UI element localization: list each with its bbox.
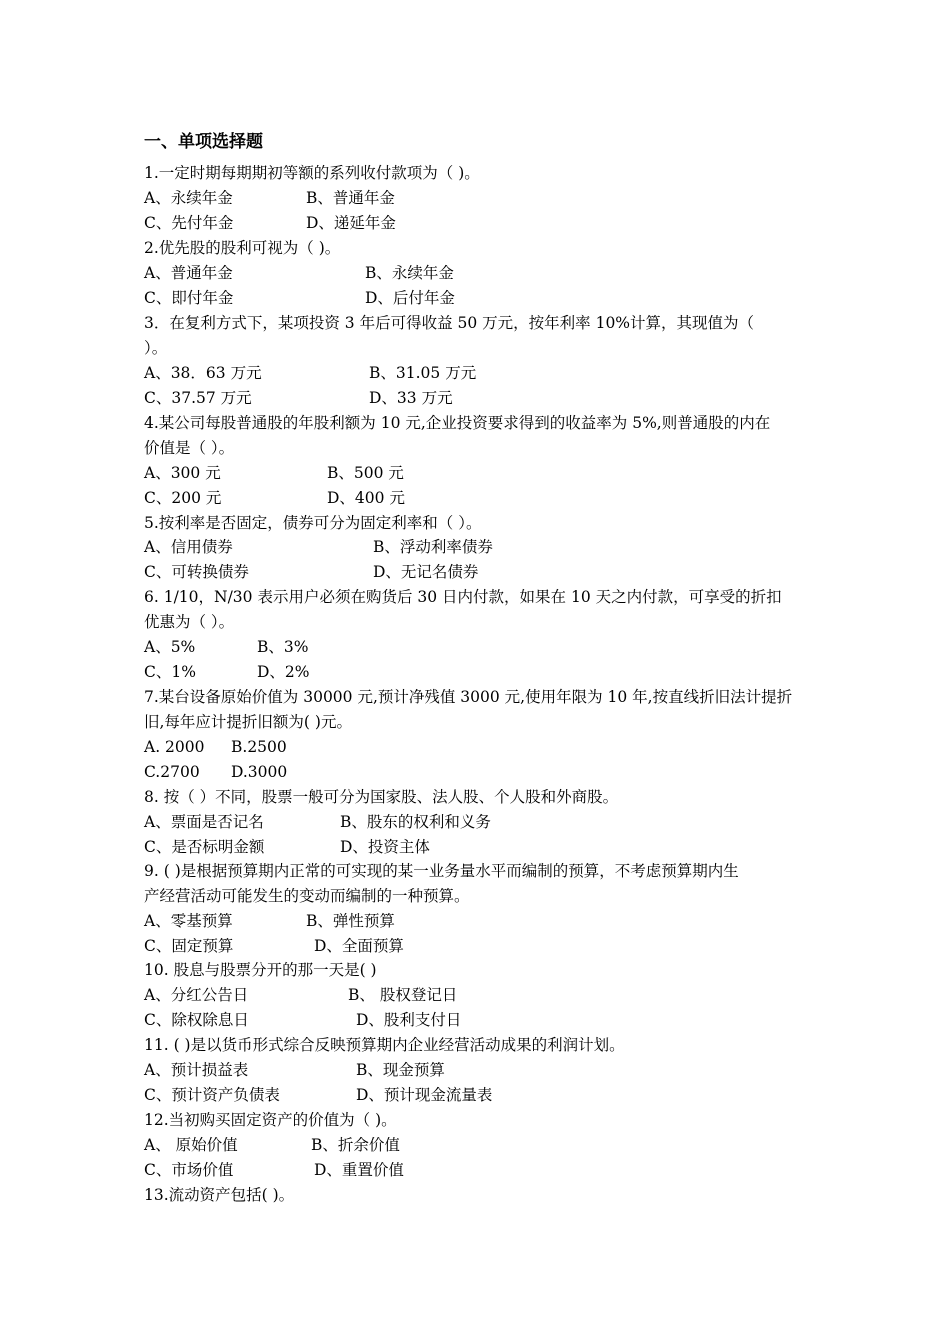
question-8-option-b: B、股东的权利和义务 (340, 813, 491, 831)
question-7-text-line-2: 旧,每年应计提折旧额为( )元。 (144, 713, 352, 731)
question-2-option-c: C、即付年金 (144, 289, 234, 307)
question-10-option-a: A、分红公告日 (144, 986, 249, 1004)
question-2-option-a: A、普通年金 (144, 264, 233, 282)
question-12-option-a: A、 原始价值 (144, 1136, 238, 1154)
question-9-text-line-2: 产经营活动可能发生的变动而编制的一种预算。 (144, 887, 470, 905)
question-3-text-line-2: ）。 (144, 339, 168, 357)
question-2-option-b: B、永续年金 (365, 264, 454, 282)
question-5-option-d: D、无记名债券 (373, 563, 479, 581)
question-5-text: 5.按利率是否固定，债券可分为固定利率和（ ）。 (144, 514, 482, 532)
section-title: 一、单项选择题 (144, 132, 263, 152)
question-4-option-c: C、200 元 (144, 489, 222, 507)
question-9-option-b: B、弹性预算 (306, 912, 395, 930)
question-1-text: 1.一定时期每期期初等额的系列收付款项为（ )。 (144, 164, 480, 182)
question-9-option-c: C、固定预算 (144, 937, 234, 955)
question-11-option-c: C、预计资产负债表 (144, 1086, 280, 1104)
question-1-option-a: A、永续年金 (144, 189, 233, 207)
question-8-option-a: A、票面是否记名 (144, 813, 264, 831)
question-7-option-b: B.2500 (231, 738, 287, 756)
question-9-text-line-1: 9. ( )是根据预算期内正常的可实现的某一业务量水平而编制的预算，不考虑预算期内生 (144, 862, 739, 880)
question-3-option-a: A、38．63 万元 (144, 364, 262, 382)
question-8-option-c: C、是否标明金额 (144, 838, 265, 856)
question-10-option-c: C、除权除息日 (144, 1011, 249, 1029)
question-12-text: 12.当初购买固定资产的价值为（ )。 (144, 1111, 397, 1129)
question-7-option-d: D.3000 (231, 763, 288, 781)
question-11-option-b: B、现金预算 (356, 1061, 445, 1079)
question-3-option-b: B、31.05 万元 (369, 364, 477, 382)
question-8-option-d: D、投资主体 (340, 838, 430, 856)
question-7-option-a: A. 2000 (144, 738, 205, 756)
question-8-text: 8. 按（ ）不同，股票一般可分为国家股、法人股、个人股和外商股。 (144, 788, 619, 806)
question-7-option-c: C.2700 (144, 763, 200, 781)
question-2-option-d: D、后付年金 (365, 289, 455, 307)
question-11-option-a: A、预计损益表 (144, 1061, 249, 1079)
question-4-option-b: B、500 元 (327, 464, 404, 482)
question-3-option-c: C、37.57 万元 (144, 389, 252, 407)
question-4-option-a: A、300 元 (144, 464, 221, 482)
question-4-text-line-2: 价值是（ ）。 (144, 439, 235, 457)
question-1-option-c: C、先付年金 (144, 214, 234, 232)
question-6-option-b: B、3% (257, 638, 309, 656)
question-5-option-b: B、浮动利率债券 (373, 538, 493, 556)
question-5-option-c: C、可转换债券 (144, 563, 249, 581)
question-9-option-a: A、零基预算 (144, 912, 233, 930)
question-6-option-c: C、1% (144, 663, 196, 681)
question-6-text-line-1: 6. 1/10，N/30 表示用户必须在购货后 30 日内付款，如果在 10 天之内付款，可享受的折扣 (144, 588, 782, 606)
question-7-text-line-1: 7.某台设备原始价值为 30000 元,预计净残值 3000 元,使用年限为 10 年,按直线折旧法计提折 (144, 688, 793, 706)
question-6-option-d: D、2% (257, 663, 310, 681)
question-11-text: 11. ( )是以货币形式综合反映预算期内企业经营活动成果的利润计划。 (144, 1036, 625, 1054)
question-3-option-d: D、33 万元 (369, 389, 453, 407)
question-4-option-d: D、400 元 (327, 489, 405, 507)
question-6-text-line-2: 优惠为（ ）。 (144, 613, 235, 631)
question-2-text: 2.优先股的股利可视为（ )。 (144, 239, 341, 257)
question-4-text-line-1: 4.某公司每股普通股的年股利额为 10 元,企业投资要求得到的收益率为 5%,则普通股的内在 (144, 414, 771, 432)
question-1-option-b: B、普通年金 (306, 189, 395, 207)
question-13-text: 13.流动资产包括( )。 (144, 1186, 295, 1204)
question-10-option-d: D、股利支付日 (356, 1011, 462, 1029)
question-10-text: 10. 股息与股票分开的那一天是( ) (144, 961, 377, 979)
question-6-option-a: A、5% (144, 638, 196, 656)
question-10-option-b: B、 股权登记日 (348, 986, 458, 1004)
question-11-option-d: D、预计现金流量表 (356, 1086, 493, 1104)
question-5-option-a: A、信用债券 (144, 538, 233, 556)
question-1-option-d: D、递延年金 (306, 214, 396, 232)
question-12-option-d: D、重置价值 (314, 1161, 404, 1179)
question-12-option-c: C、市场价值 (144, 1161, 234, 1179)
question-9-option-d: D、全面预算 (314, 937, 404, 955)
question-3-text-line-1: 3．在复利方式下，某项投资 3 年后可得收益 50 万元，按年利率 10%计算，其现值为（ (144, 314, 755, 332)
question-12-option-b: B、折余价值 (311, 1136, 400, 1154)
